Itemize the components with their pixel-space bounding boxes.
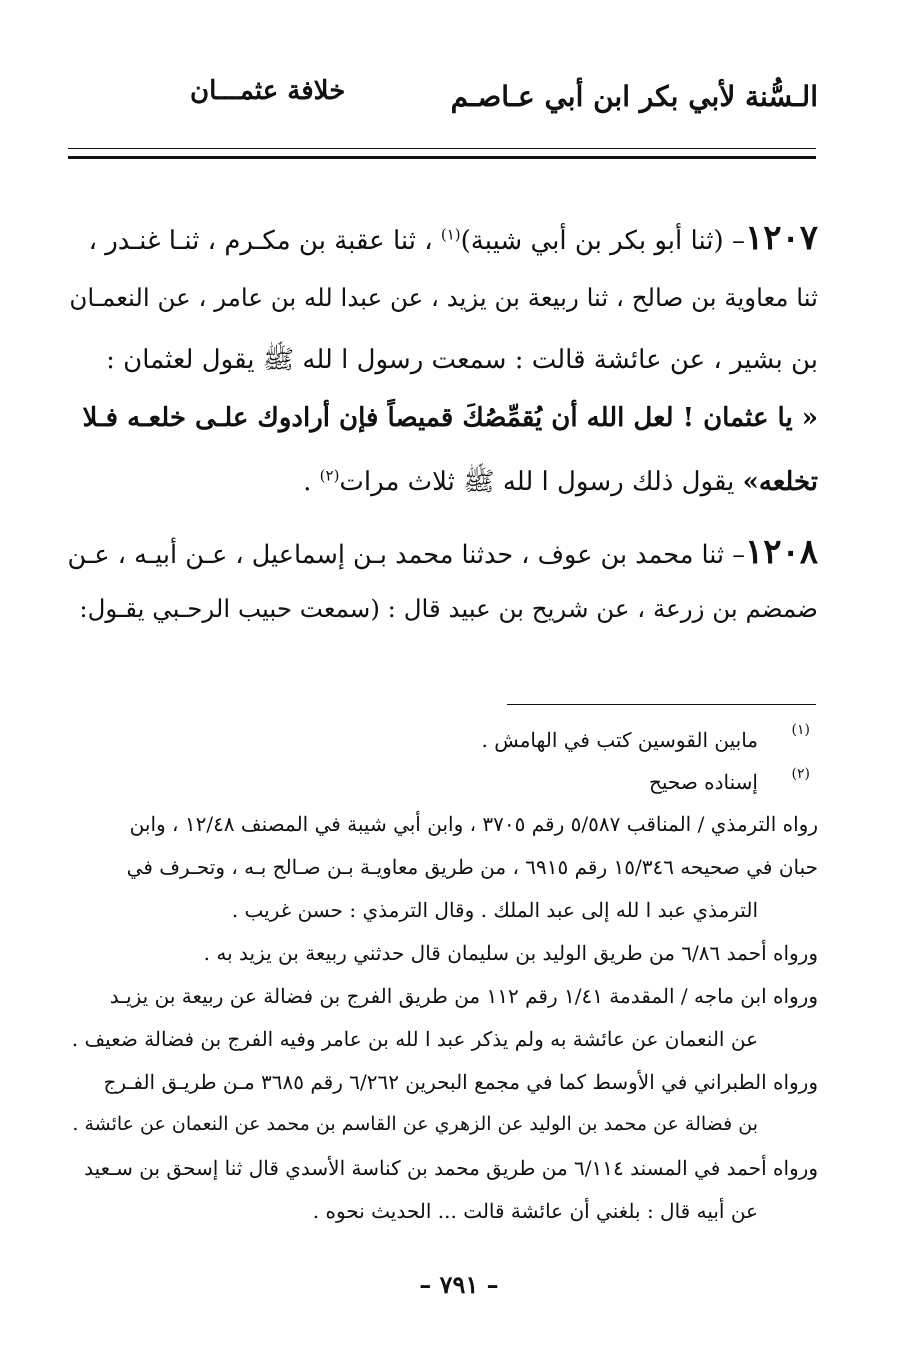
footnote-2-title: إسناده صحيح — [648, 770, 758, 794]
page-number: – ٧٩١ – — [419, 1270, 499, 1299]
footnote-separator — [507, 704, 816, 705]
footnote-2-line-6: عن النعمان عن عائشة به ولم يذكر عبد ا لله بن عامر وفيه الفرج بن فضالة ضعيف . — [71, 1027, 758, 1051]
hadith-1207-line-4: « يا عثمان ! لعل الله أن يُقمِّصُكَ قميصاً فإن أرادوك علـى خلعـه فـلا — [82, 403, 818, 433]
footnote-2-line-9: ورواه أحمد في المسند ٦/١١٤ من طريق محمد بن كناسة الأسدي قال ثنا إسحق بن سـعيد — [84, 1156, 818, 1180]
hadith-1207-period: . — [303, 467, 312, 497]
hadith-1208-text-a: – ثنا محمد بن عوف ، حدثنا محمد بـن إسماعيل ، عـن أبيـه ، عـن — [67, 540, 745, 570]
footnote-2-line-2: حبان في صحيحه ١٥/٣٤٦ رقم ٦٩١٥ ، من طريق معاويـة بـن صـالح بـه ، وتحـرف في — [126, 855, 818, 879]
hadith-1207-line-1 — [68, 218, 818, 258]
hadith-1207-text-end: يقول ذلك رسول ا لله ﷺ ثلاث مرات — [339, 467, 735, 497]
header-rule-thin — [68, 148, 816, 149]
book-title: الـسُّنة لأبي بكر ابن أبي عـاصـم — [450, 80, 818, 113]
hadith-1207-line-2: ثنا معاوية بن صالح ، ثنا ربيعة بن يزيد ، عن عبدا لله بن عامر ، عن النعمـان — [69, 283, 818, 312]
hadith-number-1208: ١٢٠٨ — [744, 532, 818, 572]
footnote-2-line-5: ورواه ابن ماجه / المقدمة ١/٤١ رقم ١١٢ من طريق الفرج بن فضالة عن ربيعة بن يزيـد — [109, 984, 818, 1008]
hadith-1207-line-5 — [303, 465, 818, 503]
footnote-ref-2[interactable]: (٢) — [319, 466, 340, 485]
footnote-2-line-10: عن أبيه قال : بلغني أن عائشة قالت ... الحديث نحوه . — [312, 1199, 758, 1223]
footnote-2-line-1: رواه الترمذي / المناقب ٥/٥٨٧ رقم ٣٧٠٥ ، وابن أبي شيبة في المصنف ١٢/٤٨ ، وابن — [129, 812, 818, 836]
footnote-2-line-3: الترمذي عبد ا لله إلى عبد الملك . وقال الترمذي : حسن غريب . — [231, 898, 758, 922]
footnote-ref-1[interactable]: (١) — [440, 225, 461, 244]
header-rule-thick — [68, 156, 816, 159]
hadith-1207-line-3: بن بشير ، عن عائشة قالت : سمعت رسول ا لله ﷺ يقول لعثمان : — [106, 345, 818, 375]
hadith-1208-line-2: ضمضم بن زرعة ، عن شريح بن عبيد قال : (سمعت حبيب الرحـبي يقـول: — [79, 594, 818, 623]
footnote-marker-1: (١) — [791, 722, 810, 738]
hadith-1207-text-a: – (ثنا أبو بكر بن أبي شيبة) — [460, 226, 745, 256]
hadith-1207-text-end-bold: تخلعه» — [742, 467, 818, 497]
hadith-1207-text-b: ، ثنا عقبة بن مكـرم ، ثنـا غنـدر ، — [88, 226, 433, 256]
hadith-1208-line-1 — [68, 532, 818, 572]
footnote-2-line-7: ورواه الطبراني في الأوسط كما في مجمع البحرين ٦/٢٦٢ رقم ٣٦٨٥ مـن طريـق الفـرج — [103, 1070, 818, 1094]
hadith-number-1207: ١٢٠٧ — [744, 218, 818, 258]
footnote-2-line-4: ورواه أحمد ٦/٨٦ من طريق الوليد بن سليمان قال حدثني ربيعة بن يزيد به . — [203, 941, 818, 965]
footnote-marker-2: (٢) — [791, 766, 810, 782]
footnote-2-line-8: بن فضالة عن محمد بن الوليد عن الزهري عن القاسم بن محمد عن النعمان عن عائشة . — [72, 1113, 758, 1135]
chapter-title: خلافة عثمـــان — [190, 76, 346, 106]
footnote-1-text: مابين القوسين كتب في الهامش . — [481, 728, 758, 752]
